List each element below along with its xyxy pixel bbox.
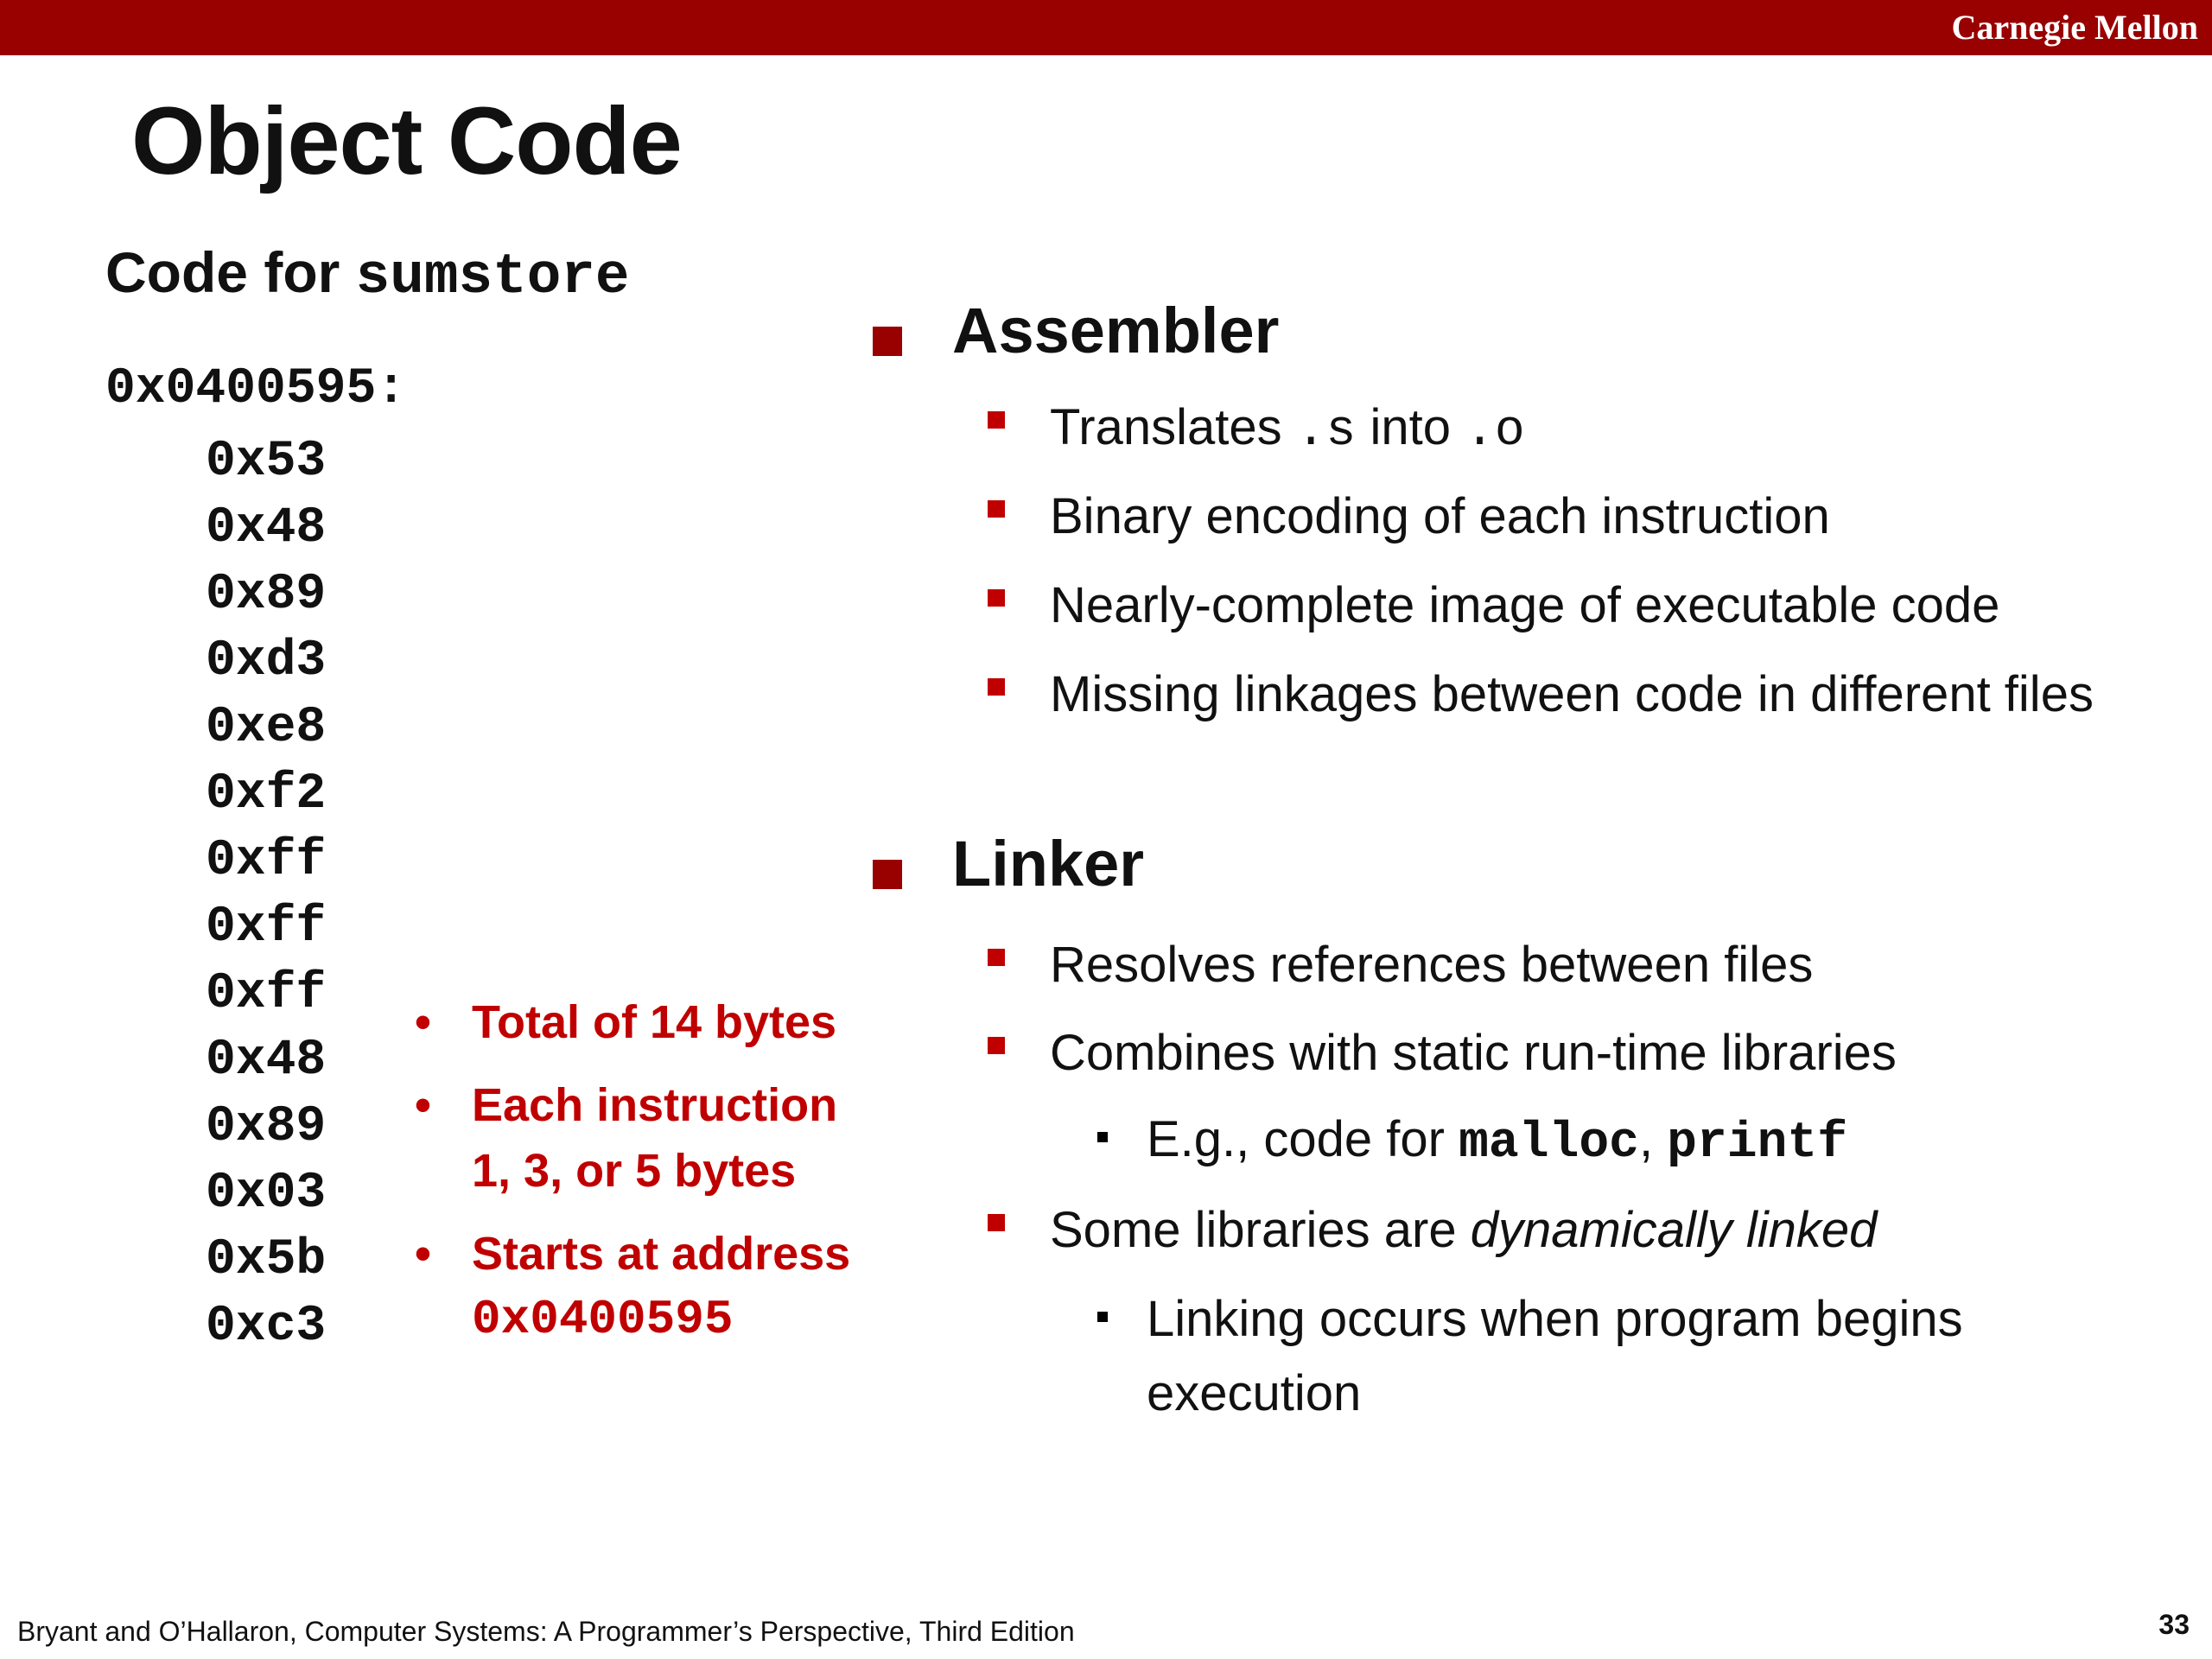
linker-item1-bullet-icon bbox=[988, 949, 1005, 966]
byte-list bbox=[206, 429, 326, 1360]
linker-item3-pre: Some libraries are bbox=[1050, 1202, 1471, 1258]
linker-item3 bbox=[1050, 1193, 2173, 1268]
byte-item: 0xd3 bbox=[206, 633, 327, 690]
note-each-line1: • Each instruction bbox=[472, 1079, 838, 1131]
assembler-item4: Missing linkages between code in different files bbox=[1050, 666, 2094, 722]
linker-item2: Combines with static run-time libraries bbox=[1050, 1025, 1897, 1081]
notes-list bbox=[415, 989, 850, 1370]
byte-item: 0x53 bbox=[206, 434, 327, 490]
code-heading-prefix: Code for bbox=[105, 240, 356, 304]
slide-title: Object Code bbox=[131, 88, 682, 194]
byte-item: 0xff bbox=[206, 966, 327, 1022]
assembler-item1-o: .o bbox=[1465, 404, 1525, 460]
byte-item: 0xff bbox=[206, 899, 327, 956]
byte-item: 0xff bbox=[206, 833, 327, 889]
linker-title: Linker bbox=[952, 828, 1145, 899]
assembler-item1-s: .s bbox=[1295, 404, 1357, 460]
brand-label: Carnegie Mellon bbox=[1951, 8, 2198, 47]
code-heading bbox=[105, 239, 630, 309]
linker-item2-sub bbox=[1147, 1103, 2183, 1181]
page-number: 33 bbox=[2158, 1609, 2190, 1640]
code-heading-func: sumstore bbox=[355, 245, 630, 309]
byte-item: 0xc3 bbox=[206, 1299, 327, 1355]
assembler-item1-pre: Translates bbox=[1050, 399, 1296, 455]
assembler-item3: Nearly-complete image of executable code bbox=[1050, 577, 2000, 633]
linker-item2-sub-printf: printf bbox=[1667, 1116, 1848, 1172]
linker-item2-sub-pre: E.g., code for bbox=[1147, 1111, 1459, 1167]
assembler-item1 bbox=[1050, 391, 2173, 469]
footer-citation: Bryant and O’Hallaron, Computer Systems: A Programmer’s Perspective, Third Edition bbox=[17, 1616, 1075, 1647]
linker-item3-em: dynamically linked bbox=[1470, 1202, 1878, 1258]
assembler-title: Assembler bbox=[952, 295, 1280, 366]
linker-item2-sub-bullet-icon bbox=[1097, 1132, 1108, 1142]
byte-item: 0x89 bbox=[206, 1099, 327, 1155]
assembler-item1-mid: into bbox=[1356, 399, 1465, 455]
byte-item: 0x48 bbox=[206, 500, 327, 556]
note-starts-address: 0x0400595 bbox=[472, 1292, 734, 1347]
note-total-text: Total of 14 bytes bbox=[472, 996, 837, 1048]
note-starts-text: • Starts at address bbox=[472, 1228, 851, 1280]
linker-item2-sub-malloc: malloc bbox=[1459, 1116, 1639, 1172]
linker-item3-sub: Linking occurs when program begins execution bbox=[1147, 1291, 1963, 1421]
note-total bbox=[415, 989, 850, 1055]
assembler-item3-bullet-icon bbox=[988, 589, 1005, 607]
assembler-item2: Binary encoding of each instruction bbox=[1050, 488, 1830, 544]
code-address: 0x0400595: bbox=[105, 361, 407, 417]
linker-bullet-icon bbox=[873, 860, 902, 889]
note-each bbox=[415, 1072, 850, 1204]
linker-item1: Resolves references between files bbox=[1050, 937, 1814, 993]
byte-item: 0xe8 bbox=[206, 700, 327, 756]
byte-item: 0x5b bbox=[206, 1232, 327, 1288]
linker-item3-bullet-icon bbox=[988, 1214, 1005, 1231]
linker-item2-sub-comma: , bbox=[1638, 1111, 1668, 1167]
byte-item: 0x03 bbox=[206, 1166, 327, 1222]
assembler-item2-bullet-icon bbox=[988, 500, 1005, 518]
assembler-item1-bullet-icon bbox=[988, 411, 1005, 429]
byte-item: 0x89 bbox=[206, 567, 327, 623]
note-starts bbox=[415, 1221, 850, 1352]
byte-item: 0x48 bbox=[206, 1033, 327, 1089]
header-bar bbox=[0, 0, 2212, 55]
linker-item3-sub-bullet-icon bbox=[1097, 1312, 1108, 1322]
assembler-item4-bullet-icon bbox=[988, 678, 1005, 696]
note-each-line2: 1, 3, or 5 bytes bbox=[472, 1145, 797, 1197]
linker-item2-bullet-icon bbox=[988, 1037, 1005, 1054]
byte-item: 0xf2 bbox=[206, 766, 327, 823]
assembler-bullet-icon bbox=[873, 327, 902, 356]
